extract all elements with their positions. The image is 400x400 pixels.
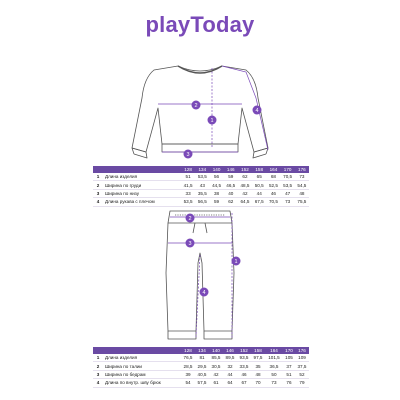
row-label: Ширина по низу [103,189,181,197]
cell: 43 [195,181,209,189]
cell: 61 [209,379,223,387]
cell: 75,5 [295,198,309,206]
size-col: 146 [223,347,237,354]
cell: 62 [224,198,238,206]
svg-text:4: 4 [202,290,206,296]
table-row [93,379,309,387]
cell: 76,5 [181,354,195,362]
cell: 62 [238,173,252,181]
cell: 40,5 [195,370,209,378]
cell: 59 [209,198,223,206]
cell: 85,5 [209,354,223,362]
cell: 29,5 [195,362,209,370]
cell: 30,5 [209,362,223,370]
header-blank [93,166,181,173]
cell: 53,5 [195,173,209,181]
sweatshirt-marker-4 [253,106,262,115]
svg-text:2: 2 [194,103,198,109]
cell: 52 [295,370,309,378]
sweatshirt-size-table [93,166,309,207]
cell: 48 [251,370,265,378]
cell: 79 [295,379,309,387]
cell: 36,5 [265,362,283,370]
size-col: 134 [195,347,209,354]
cell: 73 [265,379,283,387]
pants-marker-3 [186,239,195,248]
size-col: 152 [238,166,252,173]
row-label: Длина изделия [103,354,181,362]
row-number: 3 [93,189,103,197]
cell: 54 [181,379,195,387]
table-row [93,362,309,370]
cell: 48 [295,189,309,197]
cell: 53,5 [181,198,195,206]
row-label: Длина рукава с плечом [103,198,181,206]
cell: 44 [252,189,266,197]
sweatshirt-marker-2 [192,101,201,110]
cell: 70,5 [266,198,280,206]
cell: 64,5 [238,198,252,206]
svg-text:3: 3 [188,241,192,247]
cell: 51 [283,370,295,378]
cell: 59 [224,173,238,181]
pants-marker-1 [232,257,241,266]
svg-text:1: 1 [210,118,214,124]
cell: 93,5 [237,354,251,362]
pants-marker-4 [200,288,209,297]
cell: 64 [223,379,237,387]
svg-text:3: 3 [186,152,190,158]
pants-marker-2 [186,214,195,223]
cell: 67 [237,379,251,387]
row-number: 3 [93,370,103,378]
cell: 67,5 [252,198,266,206]
cell: 35,5 [195,189,209,197]
size-col: 164 [265,347,283,354]
row-number: 1 [93,173,103,181]
cell: 105 [283,354,295,362]
size-col: 146 [224,166,238,173]
size-col: 170 [283,347,295,354]
size-col: 128 [181,166,195,173]
cell: 48,5 [238,181,252,189]
cell: 47 [281,189,295,197]
size-col: 134 [195,166,209,173]
size-col: 158 [251,347,265,354]
pants-drawing [0,203,400,345]
size-col: 152 [237,347,251,354]
cell: 37,5 [295,362,309,370]
sweatshirt-marker-3 [184,150,193,159]
cell: 33 [181,189,195,197]
sweatshirt-marker-1 [208,116,217,125]
row-number: 2 [93,181,103,189]
table-row [93,189,309,197]
size-col: 128 [181,347,195,354]
cell: 89,5 [223,354,237,362]
row-number: 4 [93,198,103,206]
cell: 73 [281,198,295,206]
cell: 97,5 [251,354,265,362]
size-col: 158 [252,166,266,173]
cell: 46 [237,370,251,378]
size-col: 176 [295,347,309,354]
cell: 53,5 [281,181,295,189]
size-col: 176 [295,166,309,173]
size-col: 140 [209,166,223,173]
cell: 56,5 [195,198,209,206]
cell: 56 [209,173,223,181]
sweatshirt-size-header [93,166,309,173]
svg-text:4: 4 [255,108,259,114]
cell: 35 [251,362,265,370]
sweatshirt-drawing [0,48,400,163]
size-col: 140 [209,347,223,354]
pants-size-header [93,347,309,354]
row-label: Ширина по груди [103,181,181,189]
cell: 46 [266,189,280,197]
cell: 70,5 [281,173,295,181]
header-blank [93,347,181,354]
row-label: Длина по внутр. шву брюк [103,379,181,387]
cell: 39 [181,370,195,378]
brand-logo: playToday [145,12,255,37]
cell: 50,5 [252,181,266,189]
cell: 37 [283,362,295,370]
cell: 101,5 [265,354,283,362]
cell: 50 [265,370,283,378]
svg-text:2: 2 [188,216,192,222]
size-col: 170 [281,166,295,173]
table-row [93,173,309,181]
cell: 54,5 [295,181,309,189]
cell: 40 [224,189,238,197]
cell: 65 [252,173,266,181]
cell: 33,5 [237,362,251,370]
cell: 76 [283,379,295,387]
cell: 51 [181,173,195,181]
cell: 42 [238,189,252,197]
cell: 42 [209,370,223,378]
size-col: 164 [266,166,280,173]
cell: 52,5 [266,181,280,189]
cell: 70 [251,379,265,387]
row-label: Ширина по бедрам [103,370,181,378]
table-row [93,354,309,362]
cell: 57,5 [195,379,209,387]
row-number: 4 [93,379,103,387]
cell: 73 [295,173,309,181]
cell: 38 [209,189,223,197]
table-row [93,181,309,189]
cell: 32 [223,362,237,370]
pants-size-table [93,347,309,388]
row-number: 2 [93,362,103,370]
table-row [93,370,309,378]
cell: 44,5 [209,181,223,189]
row-number: 1 [93,354,103,362]
cell: 68 [266,173,280,181]
svg-text:1: 1 [234,259,238,265]
row-label: Ширина по талии [103,362,181,370]
cell: 46,5 [224,181,238,189]
cell: 44 [223,370,237,378]
cell: 81 [195,354,209,362]
cell: 109 [295,354,309,362]
cell: 41,5 [181,181,195,189]
cell: 28,5 [181,362,195,370]
row-label: Длина изделия [103,173,181,181]
